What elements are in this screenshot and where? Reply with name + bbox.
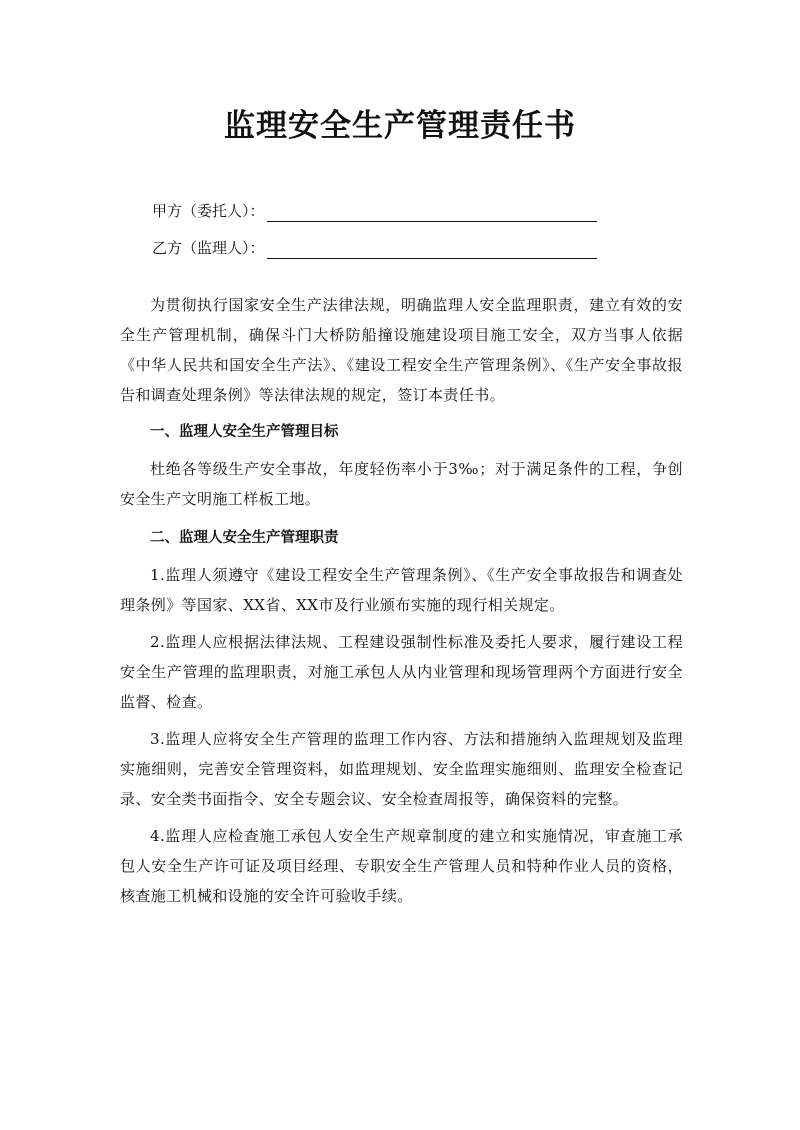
- duty-item-4: 4.监理人应检查施工承包人安全生产规章制度的建立和实施情况，审查施工承包人安全生产许可证及项目经理、专职安全生产管理人员和特种作业人员的资格，核查施工机械和设施的安全许可验收手续。: [120, 827, 683, 905]
- party-a-line: [152, 200, 597, 222]
- party-b-label: 乙方（监理人）：: [152, 239, 265, 257]
- section-2-heading: 二、监理人安全生产管理职责: [150, 530, 339, 546]
- duty-item-2: 2.监理人应根据法律法规、工程建设强制性标准及委托人要求，履行建设工程安全生产管理的监理职责，对施工承包人从内业管理和现场管理两个方面进行安全监督、检查。: [120, 633, 683, 711]
- section-1-heading: 一、监理人安全生产管理目标: [150, 424, 339, 440]
- document-title: 监理安全生产管理责任书: [224, 108, 576, 144]
- document-body: [120, 290, 683, 911]
- intro-paragraph: 为贯彻执行国家安全生产法律法规，明确监理人安全监理职责，建立有效的安全生产管理机制，确保斗门大桥防船撞设施建设项目施工安全，双方当事人依据《中华人民共和国安全生产法》、《建设工程安全生产管理条例》、《生产安全事故报告和调查处理条例》等法律法规的规定，签订本责任书。: [120, 296, 683, 404]
- party-b-blank: [267, 242, 597, 259]
- section-1-paragraph: 杜绝各等级生产安全事故，年度轻伤率小于3‰；对于满足条件的工程，争创安全生产文明施工样板工地。: [120, 460, 683, 508]
- party-a-blank: [267, 205, 597, 222]
- duty-item-3: 3.监理人应将安全生产管理的监理工作内容、方法和措施纳入监理规划及监理实施细则，完善安全管理资料，如监理规划、安全监理实施细则、监理安全检查记录、安全类书面指令、安全专题会议、安全检查周报等，确保资料的完整。: [120, 730, 683, 808]
- party-b-line: [152, 237, 597, 259]
- party-a-label: 甲方（委托人）：: [152, 202, 265, 220]
- duty-item-1: 1.监理人须遵守《建设工程安全生产管理条例》、《生产安全事故报告和调查处理条例》等国家、XX省、XX市及行业颁布实施的现行相关规定。: [120, 566, 683, 614]
